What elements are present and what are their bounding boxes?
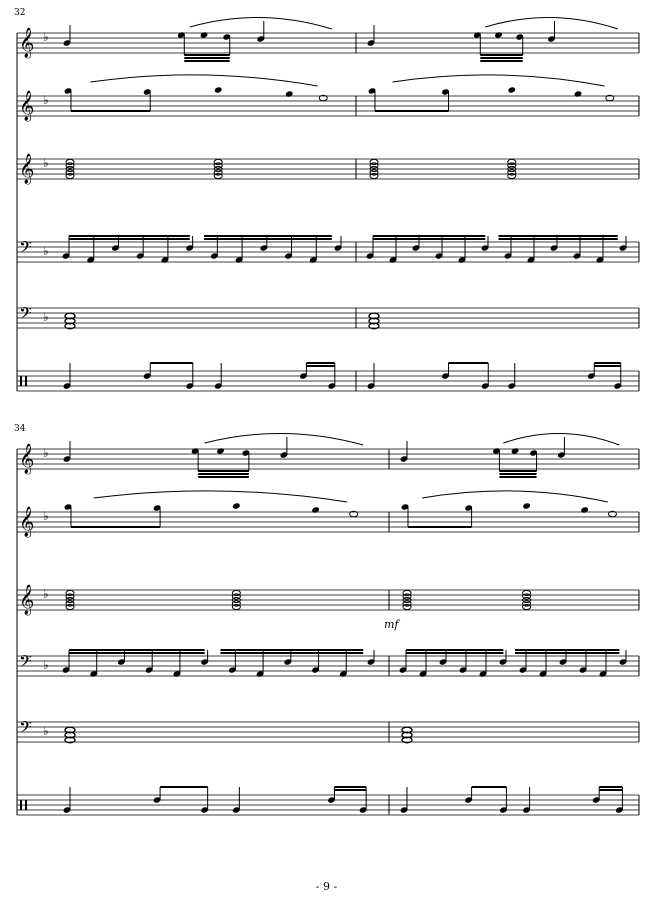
key-flat: ♭: [43, 244, 49, 258]
bass-clef: 𝄢: [19, 237, 32, 261]
key-flat: ♭: [43, 30, 49, 44]
treble-clef: 𝄞: [19, 444, 35, 474]
melody-staff-2: [17, 75, 639, 122]
notehead: [494, 31, 503, 38]
slur: [90, 75, 317, 86]
chord-staff: [17, 153, 639, 185]
melody-staff-1: [17, 17, 639, 61]
bass-chord-staff: [17, 303, 639, 329]
slur: [393, 75, 605, 86]
system-2: [17, 433, 639, 815]
bass-clef: 𝄢: [19, 717, 32, 741]
notehead: [214, 86, 223, 93]
percussion-clef: [25, 376, 27, 386]
system-1: [17, 17, 639, 391]
melody-staff-2: [17, 491, 639, 538]
melody-staff-1: [17, 433, 639, 477]
percussion-clef: [20, 800, 22, 810]
percussion-clef: [25, 800, 27, 810]
notehead: [216, 447, 225, 454]
notehead: [522, 502, 531, 509]
key-flat: ♭: [43, 724, 49, 738]
key-flat: ♭: [43, 156, 49, 170]
key-flat: ♭: [43, 658, 49, 672]
key-flat: ♭: [43, 446, 49, 460]
measure-number-32: 32: [14, 8, 26, 18]
slur: [94, 491, 348, 502]
slur: [422, 491, 608, 502]
chord-staff: [17, 584, 639, 616]
notehead: [285, 90, 294, 97]
key-flat: ♭: [43, 587, 49, 601]
dynamic-mf: mf: [384, 618, 399, 631]
measure-number-34: 34: [14, 424, 26, 434]
notehead: [232, 502, 241, 509]
key-flat: ♭: [43, 310, 49, 324]
percussion-staff: [17, 363, 639, 391]
bass-arpeggio-staff: [17, 650, 639, 678]
percussion-staff: [17, 787, 639, 815]
slur: [485, 17, 618, 29]
treble-clef: 𝄞: [19, 154, 35, 184]
treble-clef: 𝄞: [19, 585, 35, 615]
bass-clef: 𝄢: [19, 303, 32, 327]
notehead: [507, 86, 516, 93]
slur: [205, 433, 364, 445]
treble-clef: 𝄞: [19, 28, 35, 58]
bass-chord-staff: [17, 717, 639, 743]
bass-arpeggio-staff: [17, 236, 639, 264]
notehead: [580, 506, 589, 513]
notehead: [200, 31, 209, 38]
notehead: [511, 447, 520, 454]
key-flat: ♭: [43, 509, 49, 523]
slur: [503, 433, 619, 445]
treble-clef: 𝄞: [19, 507, 35, 537]
dynamic-marking: [384, 618, 400, 631]
key-flat: ♭: [43, 93, 49, 107]
notehead: [311, 506, 320, 513]
slur: [190, 17, 332, 29]
percussion-clef: [20, 376, 22, 386]
treble-clef: 𝄞: [19, 91, 35, 121]
page-number: - 9 -: [315, 880, 338, 893]
bass-clef: 𝄢: [19, 651, 32, 675]
notehead: [574, 90, 583, 97]
